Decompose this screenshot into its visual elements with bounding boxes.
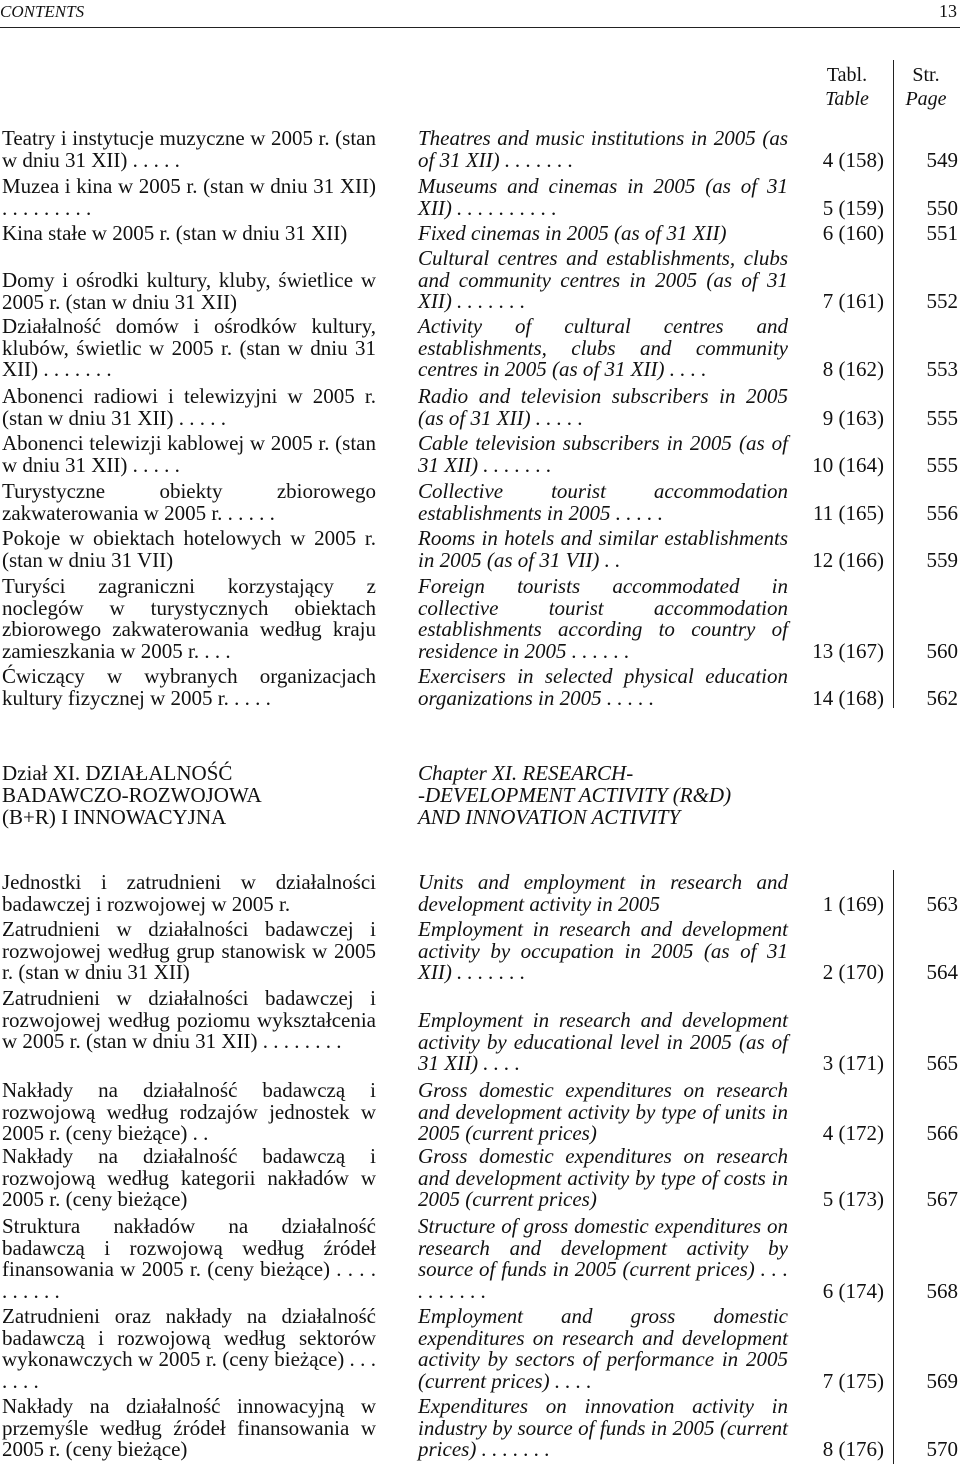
entry-title-en: Museums and cinemas in 2005 (as of 31 XII) . . . . . . . . . . [418,174,788,220]
entry-page-number: 559 [926,547,958,572]
entry-table-number: 8 (176) [822,1437,884,1461]
entry-title-pl: Abonenci telewizji kablowej w 2005 r. (stan w dniu 31 XII) . . . . . [2,431,376,477]
entry-table-number: 8 (162) [822,357,884,381]
entry-title-en: Cultural centres and establishments, clubs and community centres in 2005 (as of 31 XII) . . . . . . . [418,246,788,313]
entry-title-en: Gross domestic expenditures on research and development activity by type of units in 2005 (current prices) [418,1078,788,1145]
entry-page-number: 566 [926,1121,958,1145]
entry-title-en: Units and employment in research and development activity in 2005 [418,870,788,916]
entry-title-pl: Nakłady na działalność badawczą i rozwojową według kategorii nakładów w 2005 r. (ceny bieżące) [2,1144,376,1211]
entry-title-pl: Zatrudnieni w działalności badawczej i rozwojowej według grup stanowisk w 2005 r. (stan w dniu 31 XII) [2,917,376,984]
chapter-heading-en-line: AND INNOVATION ACTIVITY [418,805,681,829]
chapter-heading-pl-line: BADAWCZO-ROZWOJOWA [2,783,262,807]
entry-page-number: 564 [926,960,958,984]
entry-page-number: 553 [926,357,958,381]
entry-page-number: 565 [926,1050,958,1075]
entry-table-number: 10 (164) [812,452,884,477]
entry-page-number: 551 [926,221,958,245]
chapter-heading-en-line: -DEVELOPMENT ACTIVITY (R&D) [418,783,732,807]
entry-title-pl: Turystyczne obiekty zbiorowego zakwaterowania w 2005 r. . . . . . [2,479,376,525]
chapter-heading-pl-line: Dział XI. DZIAŁALNOŚĆ [2,761,233,785]
entry-title-en: Rooms in hotels and similar establishments in 2005 (as of 31 VII) . . [418,526,788,572]
entry-table-number: 4 (158) [822,147,884,172]
entry-page-number: 563 [926,891,958,916]
entry-title-pl: Zatrudnieni w działalności badawczej i rozwojowej według poziomu wykształcenia w 2005 r. (stan w dniu 31 XII) . . . . . . . . [2,986,376,1053]
entry-title-en: Employment in research and development activity by educational level in 2005 (as of 31 XII) . . . . [418,1008,788,1075]
entry-title-en: Employment and gross domestic expenditures on research and development activity by sectors of performance in 2005 (current prices) . . . . [418,1304,788,1393]
chapter-heading-pl-line: (B+R) I INNOWACYJNA [2,805,227,829]
column-header-str: Str. [912,64,940,86]
entry-title-en: Fixed cinemas in 2005 (as of 31 XII) [418,221,727,245]
entry-table-number: 3 (171) [822,1050,884,1075]
entry-page-number: 549 [926,147,958,172]
column-header-page [896,63,956,111]
entry-table-number: 9 (163) [822,405,884,430]
entry-title-en: Theatres and music institutions in 2005 (as of 31 XII) . . . . . . . [418,126,788,172]
entry-title-pl: Zatrudnieni oraz nakłady na działalność badawczą i rozwojową według sektorów wykonawczych w 2005 r. (ceny bieżące) . . . . . . . [2,1304,376,1393]
entry-title-en: Exercisers in selected physical education organizations in 2005 . . . . . [418,664,788,710]
entry-title-pl: Jednostki i zatrudnieni w działalności badawczej i rozwojowej w 2005 r. [2,870,376,916]
entry-table-number: 11 (165) [813,500,884,525]
chapter-heading-pl [2,762,262,828]
entry-page-number: 550 [926,195,958,220]
column-header-table-en: Table [825,88,869,110]
entry-page-number: 567 [926,1187,958,1211]
entry-page-number: 570 [926,1437,958,1461]
entry-title-pl: Struktura nakładów na działalność badawczą i rozwojową według źródeł finansowania w 2005 r. (ceny bieżące) . . . . . . . . . . [2,1214,376,1303]
entry-page-number: 568 [926,1278,958,1303]
entry-table-number: 13 (167) [812,638,884,663]
column-header-page-en: Page [905,88,947,110]
entry-title-en: Employment in research and development activity by occupation in 2005 (as of 31 XII) . . . . . . . [418,917,788,984]
entry-table-number: 5 (159) [822,195,884,220]
entry-title-pl: Nakłady na działalność innowacyjną w przemyśle według źródeł finansowania w 2005 r. (ceny bieżące) [2,1394,376,1461]
entry-title-pl: Domy i ośrodki kultury, kluby, świetlice w 2005 r. (stan w dniu 31 XII) [2,268,376,314]
entry-title-en: Collective tourist accommodation establishments in 2005 . . . . . [418,479,788,525]
entry-table-number: 1 (169) [822,891,884,916]
entry-title-en: Activity of cultural centres and establishments, clubs and community centres in 2005 (as of 31 XII) . . . . [418,314,788,381]
entry-table-number: 7 (161) [822,289,884,313]
entry-title-pl: Abonenci radiowi i telewizyjni w 2005 r. (stan w dniu 31 XII) . . . . . [2,384,376,430]
entry-title-pl: Muzea i kina w 2005 r. (stan w dniu 31 XII) . . . . . . . . . [2,174,376,220]
entry-table-number: 4 (172) [822,1121,884,1145]
header-rule [0,27,960,28]
entry-page-number: 569 [926,1368,958,1393]
entry-table-number: 6 (160) [822,221,884,245]
entry-table-number: 5 (173) [822,1187,884,1211]
entry-table-number: 14 (168) [812,685,884,710]
page-column-divider-2 [893,870,894,1464]
entry-table-number: 12 (166) [812,547,884,572]
column-header-table [806,63,888,111]
entry-title-en: Foreign tourists accommodated in collective tourist accommodation establishments according to country of residence in 2005 . . . . . . [418,574,788,663]
entry-page-number: 555 [926,405,958,430]
entry-table-number: 2 (170) [822,960,884,984]
column-header-tabl: Tabl. [826,64,868,86]
chapter-heading-en [418,762,731,828]
entry-table-number: 7 (175) [822,1368,884,1393]
chapter-heading-en-line: Chapter XI. RESEARCH- [418,761,634,785]
entry-page-number: 555 [926,452,958,477]
entry-title-pl: Nakłady na działalność badawczą i rozwojową według rodzajów jednostek w 2005 r. (ceny bieżące) . . [2,1078,376,1145]
page-number: 13 [939,1,957,21]
entry-page-number: 560 [926,638,958,663]
entry-title-en: Cable television subscribers in 2005 (as of 31 XII) . . . . . . . [418,431,788,477]
entry-title-pl: Teatry i instytucje muzyczne w 2005 r. (stan w dniu 31 XII) . . . . . [2,126,376,172]
entry-title-pl: Kina stałe w 2005 r. (stan w dniu 31 XII) [2,221,348,245]
entry-title-en: Expenditures on innovation activity in industry by source of funds in 2005 (current prices) . . . . . . . [418,1394,788,1461]
entry-page-number: 556 [926,500,958,525]
entry-page-number: 552 [926,289,958,313]
entry-title-pl: Działalność domów i ośrodków kultury, klubów, świetlic w 2005 r. (stan w dniu 31 XII) . . . . . . . [2,314,376,381]
entry-title-en: Radio and television subscribers in 2005 (as of 31 XII) . . . . . [418,384,788,430]
entry-page-number: 562 [926,685,958,710]
entry-title-pl: Ćwiczący w wybranych organizacjach kultury fizycznej w 2005 r. . . . . [2,664,376,710]
entry-title-en: Gross domestic expenditures on research and development activity by type of costs in 2005 (current prices) [418,1144,788,1211]
entry-title-pl: Turyści zagraniczni korzystający z noclegów w turystycznych obiektach zbiorowego zakwaterowania według kraju zamieszkania w 2005 r. . . . [2,574,376,663]
running-title: CONTENTS [0,2,85,21]
entry-table-number: 6 (174) [822,1278,884,1303]
entry-title-pl: Pokoje w obiektach hotelowych w 2005 r. (stan w dniu 31 VII) [2,526,376,572]
page-column-divider [893,60,894,708]
entry-title-en: Structure of gross domestic expenditures on research and development activity by source of funds in 2005 (current prices) . . . . . . . . . . [418,1214,788,1303]
